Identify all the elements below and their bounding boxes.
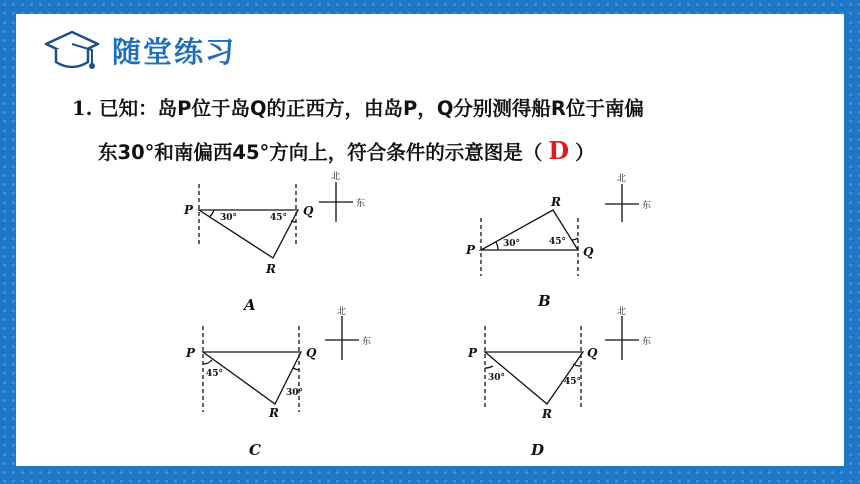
compass-north-label: 北 (331, 172, 341, 182)
angle-arc-p (485, 366, 493, 368)
label-r: R (542, 407, 552, 421)
page-title: 随堂练习 (112, 35, 237, 69)
compass-east-label: 东 (356, 199, 366, 209)
option-label-b: B (538, 292, 551, 310)
angle-label-p: 30° (503, 239, 521, 249)
answer-value: D (548, 136, 570, 165)
angle-label-q: 45° (564, 377, 582, 387)
diagram-c (203, 316, 359, 412)
label-p: P (466, 243, 476, 257)
label-q: Q (303, 204, 314, 218)
angle-label-q: 45° (270, 213, 288, 223)
label-p: P (468, 346, 478, 360)
angle-label-p: 30° (488, 373, 506, 383)
question-line-1: 已知：岛P位于岛Q的正西方，由岛P，Q分别测得船R位于南偏 (99, 97, 644, 120)
label-q: Q (306, 346, 317, 360)
angle-arc-p (203, 360, 212, 364)
compass-north-label: 北 (617, 174, 627, 184)
angle-arc-q (293, 368, 299, 370)
angle-label-q: 30° (286, 388, 304, 398)
angle-arc-q (572, 238, 578, 240)
compass-north-label: 北 (617, 307, 627, 317)
label-p: P (186, 346, 196, 360)
angle-arc-p (496, 242, 498, 250)
label-q: Q (583, 245, 594, 259)
slide-card (16, 14, 844, 466)
label-r: R (551, 195, 561, 209)
label-r: R (269, 406, 279, 420)
option-label-d: D (531, 441, 545, 459)
compass-east-label: 东 (362, 337, 372, 347)
question-line-2-end: ） (575, 141, 595, 164)
diagram-d (485, 316, 639, 410)
label-q: Q (587, 346, 598, 360)
compass-north-label: 北 (337, 307, 347, 317)
option-label-c: C (249, 441, 261, 459)
angle-arc-p (209, 210, 214, 217)
option-label-a: A (244, 296, 256, 314)
compass-east-label: 东 (642, 201, 652, 211)
angle-arc-q (291, 221, 296, 222)
question-line-2-text: 东30°和南偏西45°方向上，符合条件的示意图是（ (98, 141, 543, 164)
compass-east-label: 东 (642, 337, 652, 347)
label-r: R (266, 262, 276, 276)
angle-label-q: 45° (549, 237, 567, 247)
label-p: P (184, 203, 194, 217)
angle-label-p: 45° (206, 369, 224, 379)
question-number: 1. (72, 97, 93, 120)
angle-label-p: 30° (220, 213, 238, 223)
diagrams-area (16, 14, 844, 466)
